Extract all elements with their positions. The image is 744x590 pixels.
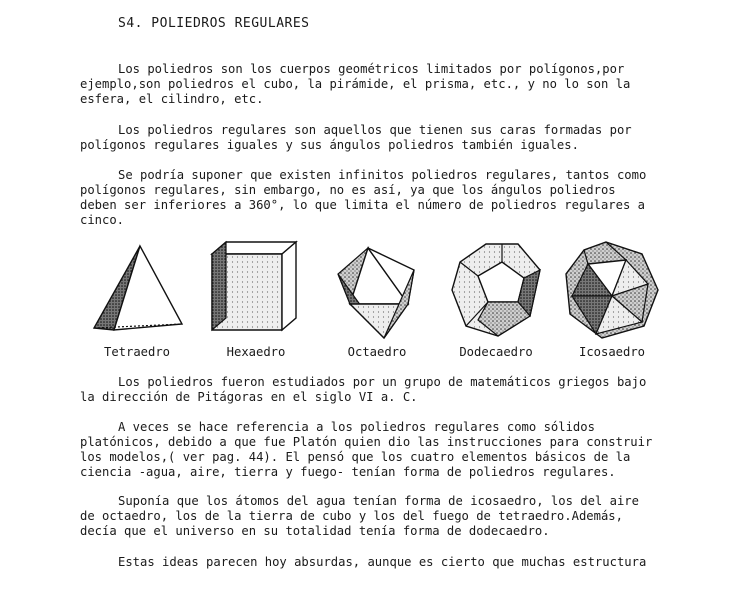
paragraph-platonic-solids [80, 420, 668, 480]
text-line: los modelos,( ver pag. 44). El pensó que los cuatro elementos básicos de la [80, 450, 631, 464]
text-line: Los poliedros son los cuerpos geométricos limitados por polígonos,por [118, 62, 625, 76]
text-line: Suponía que los átomos del agua tenían forma de icosaedro, los del aire [118, 494, 639, 508]
paragraph-regular-definition [80, 123, 668, 153]
text-line: Los poliedros regulares son aquellos que tienen sus caras formadas por [118, 123, 632, 137]
icosahedron-illustration [562, 240, 662, 340]
caption-hexaedro: Hexaedro [226, 345, 286, 359]
text-line: ciencia -agua, aire, tierra y fuego- tenían forma de poliedros regulares. [80, 465, 616, 479]
octahedron-illustration [332, 240, 432, 340]
text-line: Los poliedros fueron estudiados por un grupo de matemáticos griegos bajo [118, 375, 647, 389]
text-line: esfera, el cilindro, etc. [80, 92, 264, 106]
text-line: ejemplo,son poliedros el cubo, la pirámide, el prisma, etc., y no lo son la [80, 77, 631, 91]
text-line: decía que el universo en su totalidad tenía forma de dodecaedro. [80, 524, 550, 538]
cube-illustration [206, 240, 316, 340]
text-line: polígonos regulares, sin embargo, no es así, ya que los ángulos poliedros [80, 183, 616, 197]
text-line: de octaedro, los de la tierra de cubo y los del fuego de tetraedro.Además, [80, 509, 623, 523]
paragraph-elements [80, 494, 668, 539]
text-line: polígonos regulares iguales y sus ángulos poliedros también iguales. [80, 138, 579, 152]
paragraph-pythagoras [80, 375, 668, 405]
caption-icosaedro: Icosaedro [578, 345, 646, 359]
text-line: platónicos, debido a que fue Platón quien dio las instrucciones para construir [80, 435, 653, 449]
text-line: A veces se hace referencia a los poliedros regulares como sólidos [118, 420, 595, 434]
text-line: Se podría suponer que existen infinitos poliedros regulares, tantos como [118, 168, 647, 182]
dodecahedron-illustration [448, 240, 548, 340]
section-title: S4. POLIEDROS REGULARES [118, 16, 310, 31]
caption-tetraedro: Tetraedro [103, 345, 171, 359]
paragraph-five-solids [80, 168, 668, 228]
text-line: deben ser inferiores a 360°, lo que limita el número de poliedros regulares a [80, 198, 645, 212]
text-line: Estas ideas parecen hoy absurdas, aunque es cierto que muchas estructura [118, 555, 647, 569]
caption-octaedro: Octaedro [347, 345, 407, 359]
polyhedra-figures [70, 240, 690, 365]
text-line: la dirección de Pitágoras en el siglo VI a. C. [80, 390, 418, 404]
text-line: cinco. [80, 213, 125, 227]
paragraph-definition [80, 62, 668, 107]
paragraph-closing [80, 555, 668, 570]
caption-dodecaedro: Dodecaedro [459, 345, 533, 359]
tetrahedron-illustration [82, 240, 192, 340]
